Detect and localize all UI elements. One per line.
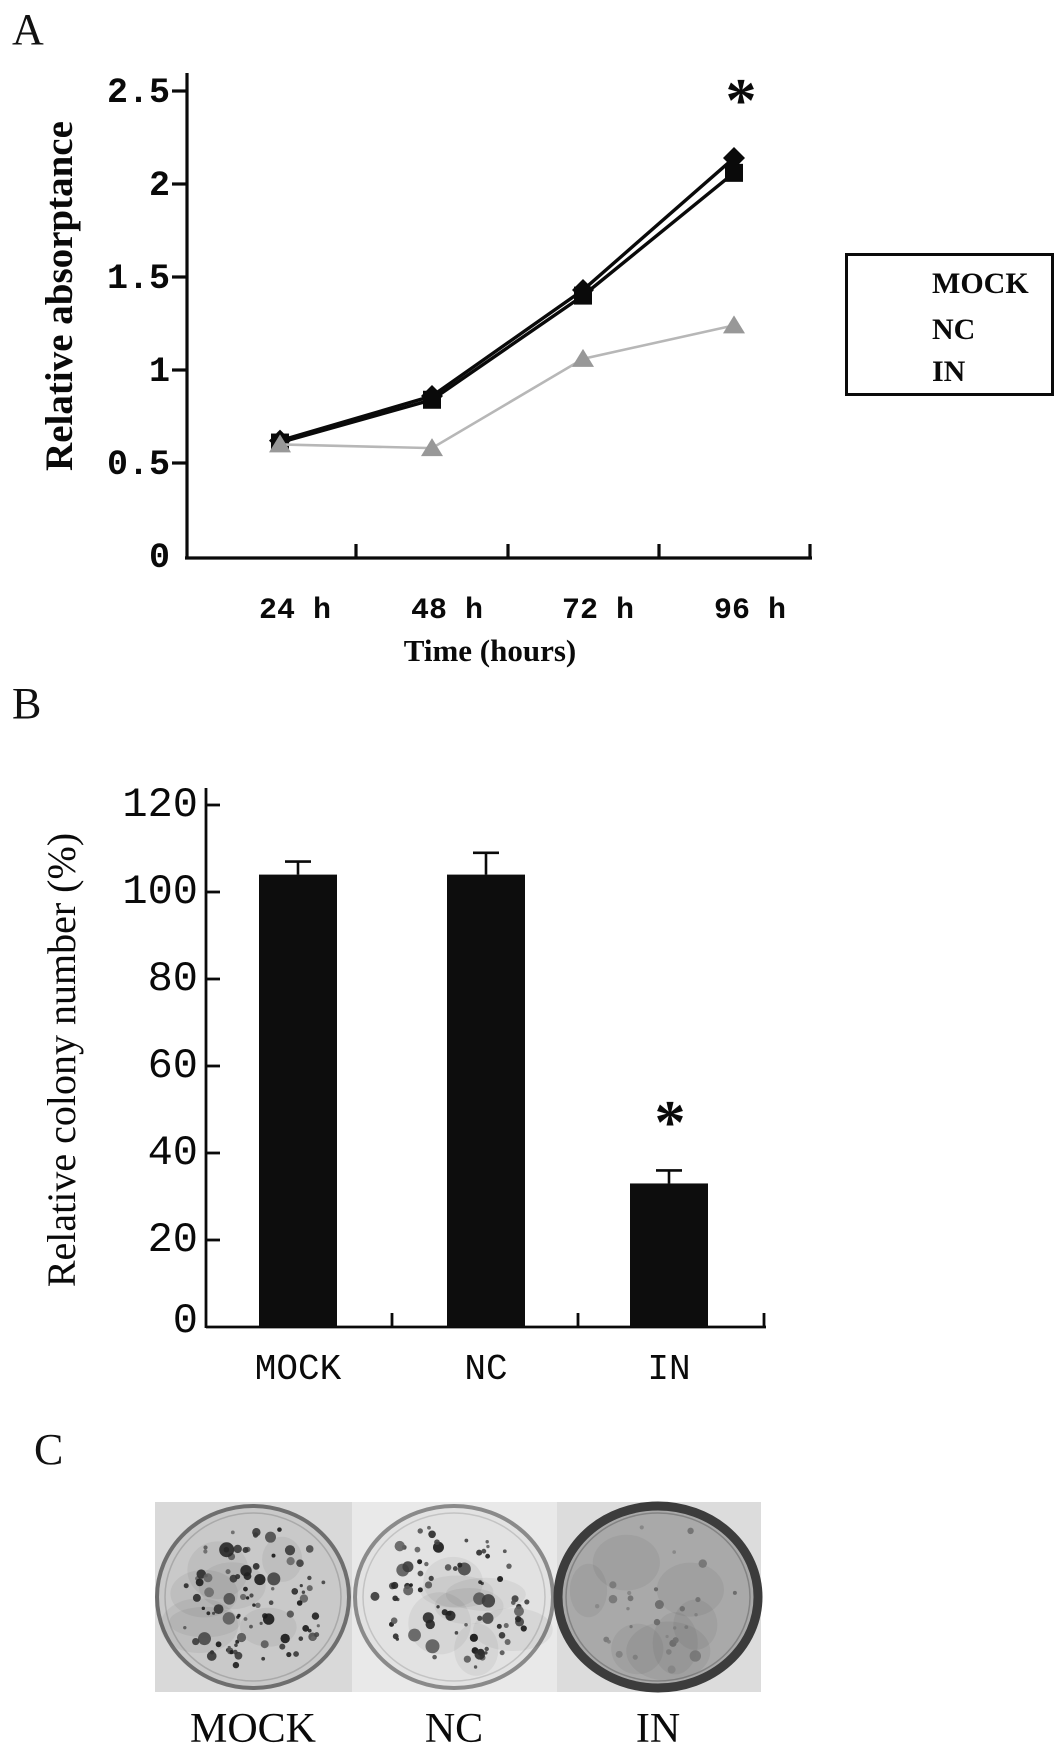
colony-spot [418,1587,423,1592]
colony-spot [442,1609,448,1615]
b-cat-nc: NC [464,1349,508,1390]
series-NC [271,164,743,452]
bar-NC [447,853,525,1327]
colony-spot [521,1625,527,1631]
colony-spot [198,1632,211,1645]
colony-spot [426,1620,435,1629]
colony-spot [237,1633,246,1642]
colony-spot [428,1531,436,1539]
colony-spot [408,1629,421,1642]
colony-spot [391,1582,398,1589]
colony-spot [244,1617,248,1621]
legend-label-in: IN [932,355,966,388]
dish-mottle [262,1537,302,1582]
colony-spot [296,1559,304,1567]
colony-spot [261,1640,269,1648]
colony-spot [267,1572,280,1585]
colony-spot [628,1595,634,1601]
colony-spot [392,1595,398,1601]
colony-spot [402,1561,413,1572]
colony-spot [317,1624,320,1627]
colony-spot [654,1587,658,1591]
colony-spot [306,1545,314,1553]
colony-spot [426,1639,440,1653]
colony-spot [497,1576,503,1582]
colony-spot [505,1639,511,1645]
colony-spot [415,1547,421,1553]
c-label-mock: MOCK [189,1706,317,1752]
colony-spot [280,1634,289,1643]
colony-spot [233,1662,239,1668]
a-ytick-0: 0 [148,538,170,578]
colony-spot [486,1545,489,1548]
colony-spot [504,1623,509,1628]
colony-spot [690,1650,701,1661]
colony-spot [629,1625,632,1628]
colony-spot [417,1559,422,1564]
colony-spot [287,1611,294,1618]
colony-spot [193,1594,201,1602]
b-ytick-0: 0 [172,1297,198,1345]
colony-spot [231,1530,235,1534]
colony-spot [485,1540,488,1543]
colony-spot [223,1612,235,1624]
colony-spot [206,1611,210,1615]
legend-label-nc: NC [932,313,976,346]
colony-spot [396,1637,399,1640]
colony-spot [425,1581,432,1588]
a-cat-96h: 96 h [713,594,786,628]
colony-spot [409,1583,413,1587]
colony-spot [445,1564,452,1571]
colony-spot [694,1613,697,1616]
colony-spot [418,1528,423,1533]
colony-spot [237,1614,240,1617]
colony-spot [484,1647,488,1651]
colony-spot [252,1528,260,1536]
panel-b-letter: B [12,679,42,728]
colony-spot [464,1623,468,1627]
colony-spot [202,1607,205,1610]
colony-spot [219,1542,234,1557]
b-ytick-60: 60 [147,1042,198,1090]
colony-spot [655,1600,664,1609]
colony-spot [293,1651,299,1657]
colony-spot [314,1632,319,1637]
colony-spot [254,1574,265,1585]
colony-spot [370,1592,379,1601]
colony-spot [500,1650,505,1655]
colony-spot [595,1604,599,1608]
triangle-marker [723,315,745,333]
colony-spot [234,1545,242,1553]
colony-spot [481,1549,486,1554]
bar-MOCK [259,862,337,1327]
colony-spot [391,1617,398,1624]
colony-spot [478,1580,482,1584]
colony-spot [261,1657,265,1661]
a-cat-24h: 24 h [258,594,331,628]
colony-spot [427,1526,431,1530]
colony-spot [464,1539,468,1543]
colony-spot [673,1626,676,1629]
colony-spot [482,1613,493,1624]
colony-spot [307,1576,311,1580]
colony-spot [203,1545,207,1549]
colony-spot [272,1554,276,1558]
a-ytick-1: 1 [148,352,170,392]
colony-spot [666,1649,672,1655]
colony-spot [243,1587,248,1592]
colony-spot [307,1585,313,1591]
colony-spot [654,1619,660,1625]
bar-rect [259,875,337,1327]
colony-spot [279,1644,285,1650]
b-significance-asterisk: * [654,1089,686,1157]
colony-spot [240,1594,246,1600]
colony-spot [255,1603,260,1608]
colony-spot [695,1597,700,1602]
colony-spot [297,1600,303,1606]
colony-spot [196,1578,204,1586]
colony-spot [277,1527,282,1532]
colony-spot [271,1587,274,1590]
colony-spot [499,1632,506,1639]
colony-spot [207,1651,217,1661]
colony-spot [607,1640,611,1644]
panel-c-dish-photos [155,1502,761,1692]
colony-spot [287,1557,295,1565]
colony-spot [434,1539,440,1545]
a-significance-asterisk: * [725,67,757,135]
a-ytick-2: 2 [148,166,170,206]
b-cat-mock: MOCK [254,1349,342,1390]
b-ytick-120: 120 [122,781,198,829]
colony-spot [633,1655,638,1660]
square-marker [574,287,592,305]
colony-spot [436,1605,439,1608]
colony-spot [673,1637,679,1643]
colony-spot [246,1596,249,1599]
colony-spot [312,1612,319,1619]
colony-spot [321,1580,325,1584]
panel-b-bars [259,853,708,1327]
a-cat-72h: 72 h [561,594,634,628]
colony-spot [453,1566,458,1571]
square-marker [423,391,441,409]
colony-spot [253,1563,260,1570]
dish-MOCK [155,1502,352,1692]
colony-spot [235,1574,240,1579]
colony-spot [680,1606,685,1611]
colony-spot [609,1595,618,1604]
colony-spot [474,1649,485,1660]
square-marker [725,164,743,182]
dish-mottle [611,1624,663,1675]
colony-spot [627,1591,631,1595]
panel-c-letter: C [34,1425,64,1474]
colony-spot [497,1624,502,1629]
c-label-nc: NC [424,1706,484,1752]
colony-spot [235,1652,243,1660]
colony-spot [477,1616,482,1621]
bar-rect [447,875,525,1327]
colony-spot [699,1559,707,1567]
colony-spot [432,1655,437,1660]
b-ytick-20: 20 [147,1216,198,1264]
panel-a-axes [172,73,812,559]
colony-spot [234,1643,238,1647]
colony-spot [687,1528,693,1534]
colony-spot [183,1626,186,1629]
colony-spot [308,1629,312,1633]
colony-spot [212,1612,215,1615]
colony-spot [216,1641,222,1647]
a-y-axis-title: Relative absorptance [38,121,81,471]
a-x-axis-title: Time (hours) [403,633,577,668]
colony-spot [665,1635,668,1638]
b-ytick-80: 80 [147,955,198,1003]
colony-spot [511,1600,516,1605]
series-line [280,158,734,441]
colony-spot [292,1588,297,1593]
dish-mottle [160,1598,238,1653]
dish-mottle [593,1535,660,1591]
colony-spot [506,1563,511,1568]
colony-spot [204,1587,214,1597]
colony-spot [269,1600,274,1605]
series-line [280,173,734,443]
a-ytick-1_5: 1.5 [106,259,170,299]
colony-spot [203,1573,212,1582]
b-cat-in: IN [647,1349,691,1390]
colony-spot [403,1585,413,1595]
bar-IN [630,1170,708,1327]
colony-spot [476,1550,482,1556]
colony-spot [223,1593,235,1605]
colony-spot [485,1554,490,1559]
b-y-axis-title: Relative colony number (%) [39,832,84,1288]
legend-label-mock: MOCK [932,267,1029,300]
colony-spot [640,1525,644,1529]
colony-spot [184,1583,189,1588]
colony-spot [243,1547,249,1553]
colony-spot [424,1562,428,1566]
colony-spot [470,1634,478,1642]
colony-spot [249,1625,253,1629]
colony-spot [609,1581,616,1588]
colony-spot [464,1656,471,1663]
dish-NC [352,1502,557,1692]
colony-spot [302,1591,305,1594]
colony-spot [474,1665,477,1668]
colony-spot [285,1545,295,1555]
colony-spot [672,1550,676,1554]
colony-spot [733,1591,737,1595]
series-IN [269,315,745,456]
bar-rect [630,1183,708,1327]
colony-spot [244,1572,252,1580]
colony-spot [457,1563,462,1568]
colony-spot [300,1584,303,1587]
colony-spot [684,1625,688,1629]
colony-spot [668,1666,676,1674]
colony-spot [260,1622,263,1625]
colony-spot [455,1631,459,1635]
colony-spot [429,1576,434,1581]
colony-spot [418,1571,424,1577]
colony-spot [299,1636,304,1641]
panel-a-series [269,147,745,456]
colony-spot [286,1652,291,1657]
colony-spot [311,1636,316,1641]
a-cat-48h: 48 h [410,594,483,628]
colony-spot [503,1549,507,1553]
colony-spot [214,1604,224,1614]
colony-spot [263,1613,274,1624]
c-label-in: IN [635,1706,681,1752]
a-ytick-0_5: 0.5 [106,445,170,485]
panel-a-letter: A [12,5,44,54]
colony-spot [265,1532,276,1543]
colony-spot [226,1569,231,1574]
colony-spot [514,1606,524,1616]
colony-spot [249,1593,253,1597]
colony-spot [203,1549,207,1553]
colony-spot [626,1607,629,1610]
colony-spot [515,1616,521,1622]
colony-spot [252,1603,255,1606]
series-MOCK [269,147,745,452]
colony-spot [524,1599,529,1604]
colony-spot [192,1638,199,1645]
dish-IN [557,1502,761,1692]
b-ytick-40: 40 [147,1129,198,1177]
a-ytick-2_5: 2.5 [106,73,170,113]
colony-spot [395,1541,405,1551]
dish-mottle [673,1600,717,1650]
colony-spot [616,1651,623,1658]
colony-spot [482,1594,495,1607]
b-ytick-100: 100 [122,868,198,916]
